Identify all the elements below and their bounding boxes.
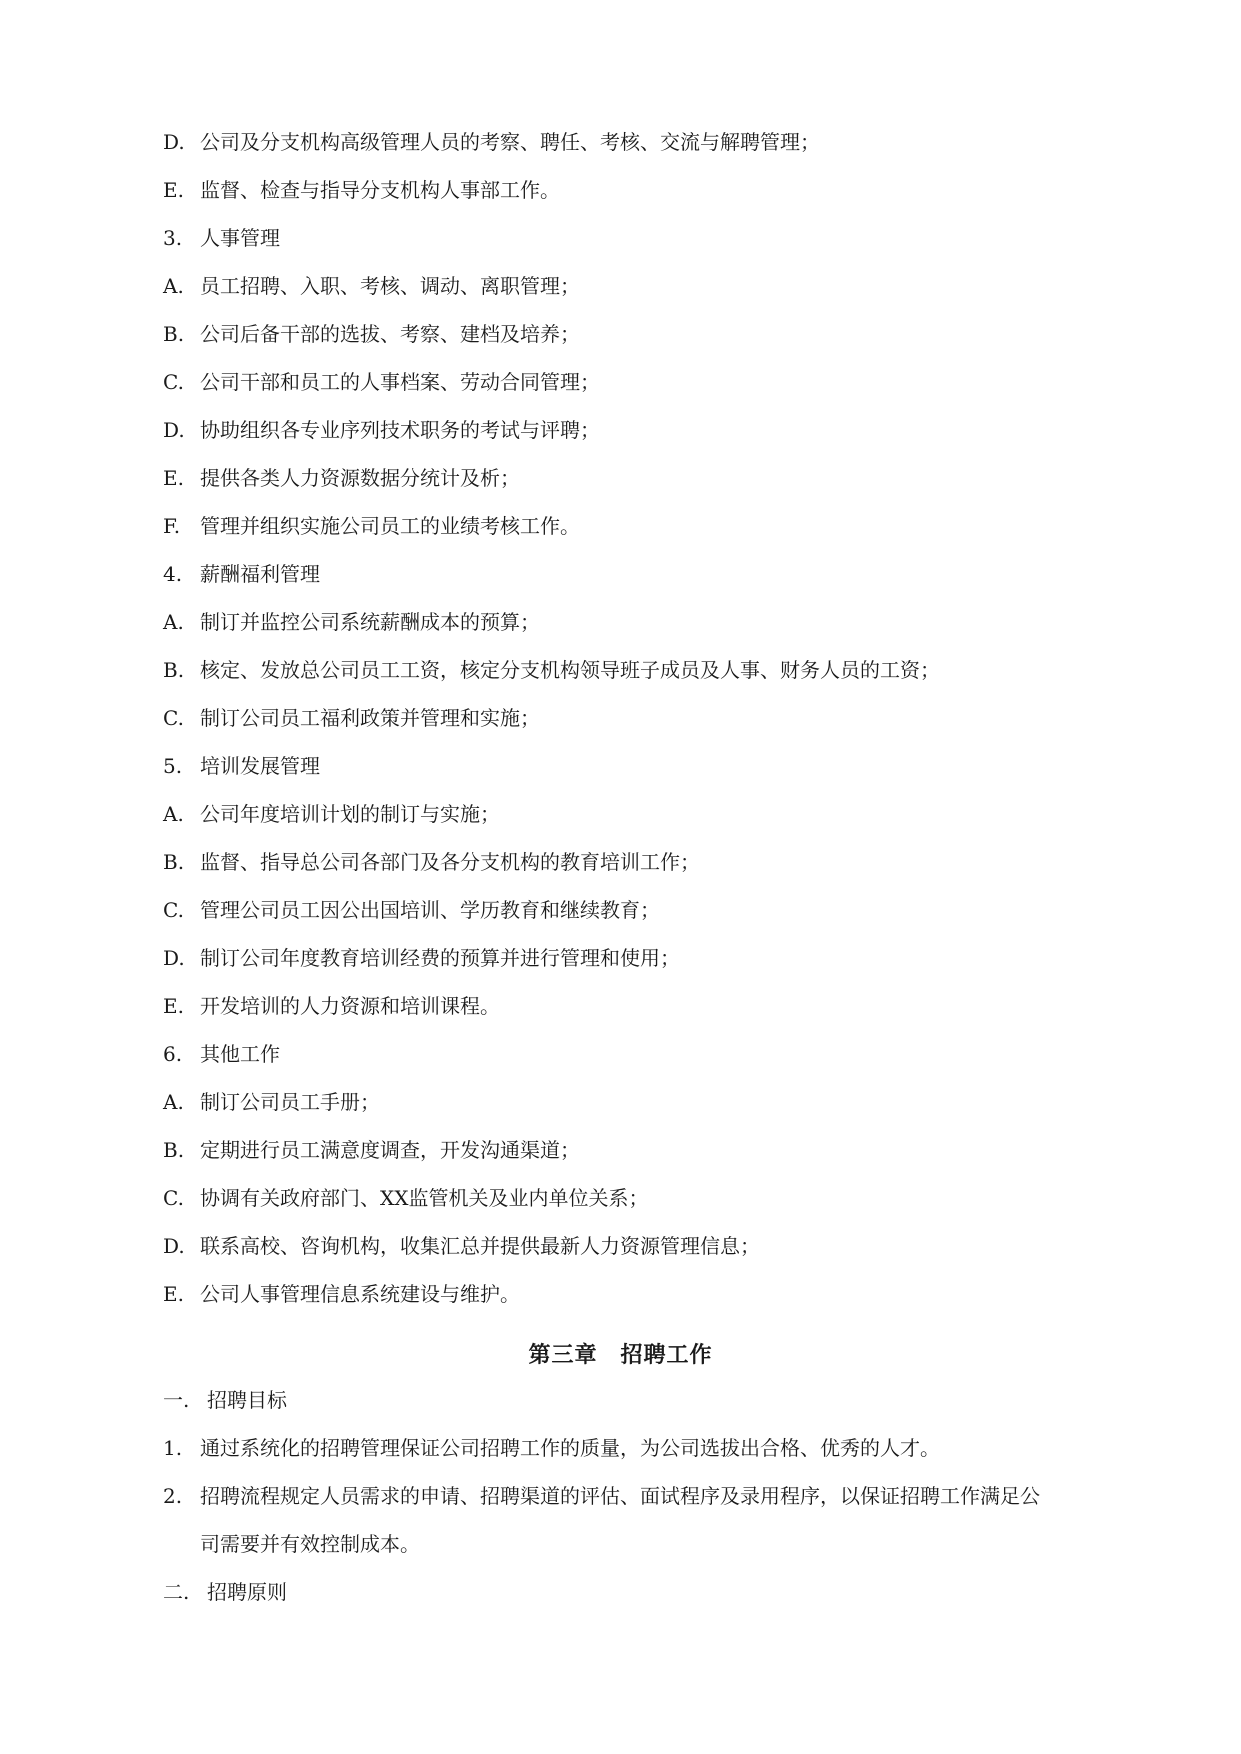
list-item: [163, 1280, 1143, 1308]
list-text: 招聘原则: [207, 1580, 287, 1604]
list-text: 监督、检查与指导分支机构人事部工作。: [200, 178, 560, 202]
list-text: 公司及分支机构高级管理人员的考察、聘任、考核、交流与解聘管理；: [200, 130, 820, 154]
list-text: 招聘流程规定人员需求的申请、招聘渠道的评估、面试程序及录用程序，以保证招聘工作满足公: [200, 1484, 1040, 1508]
list-item: [163, 272, 1143, 300]
list-text: 管理并组织实施公司员工的业绩考核工作。: [200, 514, 580, 538]
list-item: [163, 128, 1143, 156]
list-marker: D.: [163, 946, 185, 970]
list-marker: A.: [163, 802, 184, 826]
list-marker: E.: [163, 178, 184, 202]
section-heading: [163, 560, 1143, 588]
list-item: [163, 992, 1143, 1020]
list-marker: C.: [163, 898, 184, 922]
list-marker: A.: [163, 610, 184, 634]
list-text: 通过系统化的招聘管理保证公司招聘工作的质量，为公司选拔出合格、优秀的人才。: [200, 1436, 940, 1460]
list-marker: B.: [163, 1138, 185, 1162]
list-marker: A.: [163, 274, 184, 298]
list-text: 公司干部和员工的人事档案、劳动合同管理；: [200, 370, 600, 394]
list-item: [163, 848, 1143, 876]
list-item: [163, 176, 1143, 204]
list-marker: B.: [163, 658, 185, 682]
list-item: [163, 368, 1143, 396]
list-text: 制订公司员工手册；: [200, 1090, 380, 1114]
list-text: 开发培训的人力资源和培训课程。: [200, 994, 500, 1018]
list-item: [163, 1434, 1143, 1462]
list-item: [163, 1482, 1143, 1510]
list-text: 人事管理: [200, 226, 280, 250]
list-item: [163, 944, 1143, 972]
list-marker: 二.: [163, 1580, 190, 1604]
list-text: 监督、指导总公司各部门及各分支机构的教育培训工作；: [200, 850, 700, 874]
list-text: 招聘目标: [207, 1388, 287, 1412]
list-item: [163, 656, 1143, 684]
list-marker: 5.: [163, 754, 183, 778]
list-marker: E.: [163, 994, 184, 1018]
section-heading: [163, 224, 1143, 252]
list-marker: C.: [163, 706, 184, 730]
section-heading: [163, 752, 1143, 780]
list-text: 公司年度培训计划的制订与实施；: [200, 802, 500, 826]
list-marker: 3.: [163, 226, 183, 250]
section-heading: [163, 1040, 1143, 1068]
list-item: [163, 320, 1143, 348]
list-item: [163, 896, 1143, 924]
list-item: [163, 512, 1143, 540]
list-item: [163, 1232, 1143, 1260]
chapter-title: 第三章 招聘工作: [528, 1342, 713, 1368]
list-text: 联系高校、咨询机构，收集汇总并提供最新人力资源管理信息；: [200, 1234, 760, 1258]
list-marker: D.: [163, 1234, 185, 1258]
list-marker: A.: [163, 1090, 184, 1114]
section-heading: [163, 1386, 1143, 1414]
list-item-continuation: 司需要并有效控制成本。: [200, 1532, 420, 1556]
list-item: [163, 464, 1143, 492]
list-text: 薪酬福利管理: [200, 562, 320, 586]
list-text: 公司人事管理信息系统建设与维护。: [200, 1282, 520, 1306]
list-item: [163, 704, 1143, 732]
list-marker: C.: [163, 370, 184, 394]
list-marker: B.: [163, 322, 185, 346]
list-text: 制订并监控公司系统薪酬成本的预算；: [200, 610, 540, 634]
list-text: 公司后备干部的选拔、考察、建档及培养；: [200, 322, 580, 346]
list-marker: E.: [163, 466, 184, 490]
list-text: 培训发展管理: [200, 754, 320, 778]
list-marker: D.: [163, 418, 185, 442]
list-item: [163, 1088, 1143, 1116]
list-text: 协调有关政府部门、XX监管机关及业内单位关系；: [200, 1186, 649, 1210]
list-text: 其他工作: [200, 1042, 280, 1066]
list-item: [163, 800, 1143, 828]
section-heading: [163, 1578, 1143, 1606]
list-marker: 6.: [163, 1042, 183, 1066]
list-text: 制订公司年度教育培训经费的预算并进行管理和使用；: [200, 946, 680, 970]
list-text: 管理公司员工因公出国培训、学历教育和继续教育；: [200, 898, 660, 922]
list-text: 提供各类人力资源数据分统计及析；: [200, 466, 520, 490]
list-item: [163, 1184, 1143, 1212]
list-item: [163, 1136, 1143, 1164]
list-marker: F.: [163, 514, 181, 538]
list-marker: E.: [163, 1282, 184, 1306]
list-item: [163, 608, 1143, 636]
list-text: 员工招聘、入职、考核、调动、离职管理；: [200, 274, 580, 298]
list-marker: D.: [163, 130, 185, 154]
list-marker: 4.: [163, 562, 183, 586]
list-marker: 一.: [163, 1388, 190, 1412]
list-item: [163, 416, 1143, 444]
list-text: 定期进行员工满意度调查，开发沟通渠道；: [200, 1138, 580, 1162]
list-marker: C.: [163, 1186, 184, 1210]
list-text: 协助组织各专业序列技术职务的考试与评聘；: [200, 418, 600, 442]
list-marker: 2.: [163, 1484, 183, 1508]
list-marker: B.: [163, 850, 185, 874]
list-marker: 1.: [163, 1436, 183, 1460]
list-text: 制订公司员工福利政策并管理和实施；: [200, 706, 540, 730]
list-text: 核定、发放总公司员工工资，核定分支机构领导班子成员及人事、财务人员的工资；: [200, 658, 940, 682]
